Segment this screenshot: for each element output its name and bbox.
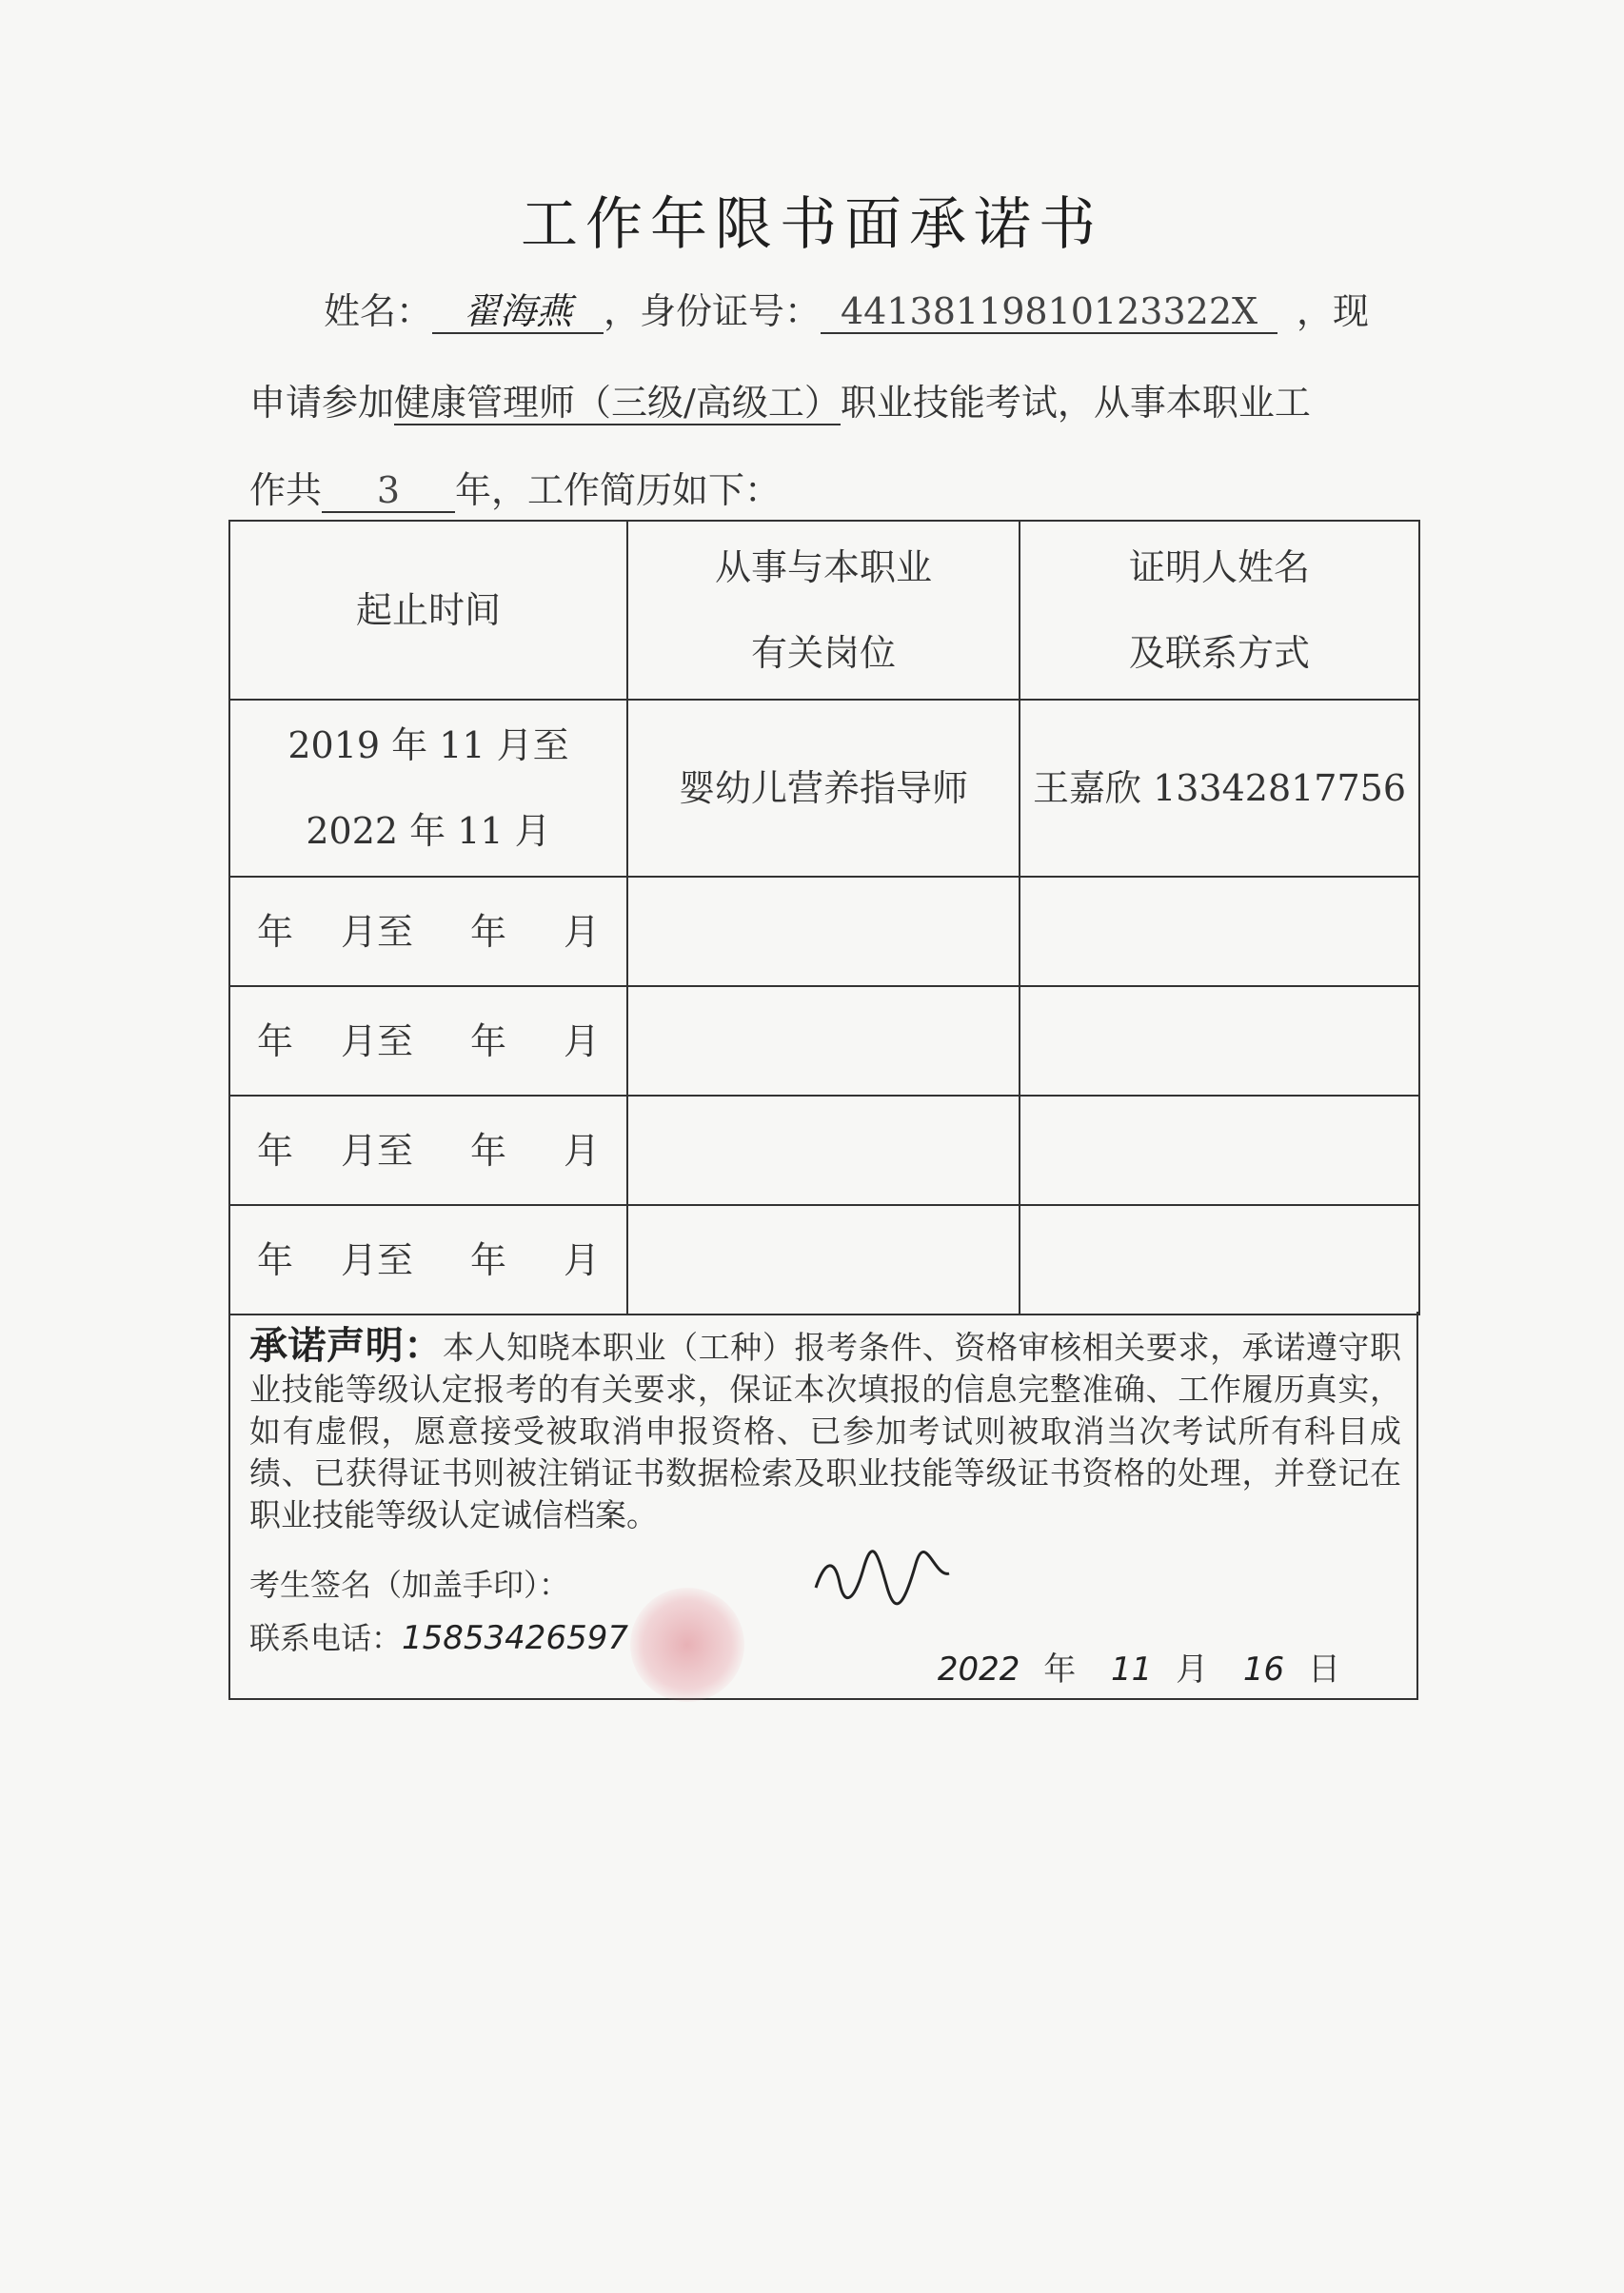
years-suffix: 年，工作简历如下： xyxy=(455,469,782,511)
phone-value: 15853426597 xyxy=(402,1619,628,1657)
row1-period: 2019 年 11 月至 2022 年 11 月 xyxy=(229,700,627,877)
sign-label: 考生签名（加盖手印）： xyxy=(249,1567,570,1603)
id-value: 44138119810123322X xyxy=(821,290,1277,334)
work-history-table xyxy=(228,520,1420,1315)
date-day-unit: 日 xyxy=(1308,1651,1340,1689)
years-value: 3 xyxy=(322,469,455,513)
empty-period: 年 月至 年 月 xyxy=(229,986,627,1096)
date-month: 11 xyxy=(1111,1651,1153,1689)
declaration-text-block xyxy=(249,1325,1401,1536)
apply-suffix: 职业技能考试，从事本职业工 xyxy=(840,382,1311,424)
empty-position xyxy=(627,1205,1020,1315)
empty-position xyxy=(627,1096,1020,1205)
name-label: 姓名： xyxy=(324,290,433,332)
document-title: 工作年限书面承诺书 xyxy=(521,191,1103,258)
fingerprint-seal xyxy=(630,1588,744,1702)
header-position: 从事与本职业 有关岗位 xyxy=(627,521,1020,700)
id-label: ，身份证号： xyxy=(604,290,822,332)
intro-line-2 xyxy=(249,373,1311,425)
date-year: 2022 xyxy=(937,1651,1020,1689)
name-value: 翟海燕 xyxy=(432,290,604,334)
years-prefix: 作共 xyxy=(249,469,323,511)
date-year-unit: 年 xyxy=(1043,1651,1077,1689)
empty-period: 年 月至 年 月 xyxy=(229,877,627,986)
row1-position: 婴幼儿营养指导师 xyxy=(627,700,1020,877)
table-row xyxy=(229,877,1419,986)
table-row xyxy=(229,1096,1419,1205)
empty-witness xyxy=(1020,877,1419,986)
row1-witness: 王嘉欣 13342817756 xyxy=(1020,700,1419,877)
date-month-unit: 月 xyxy=(1176,1651,1209,1689)
table-row xyxy=(229,986,1419,1096)
empty-witness xyxy=(1020,1096,1419,1205)
intro-line-3 xyxy=(249,461,781,513)
declaration-lead: 承诺声明： xyxy=(249,1323,443,1368)
empty-position xyxy=(627,986,1020,1096)
table-header-row xyxy=(229,521,1419,700)
phone-label: 联系电话： xyxy=(249,1620,403,1656)
phone-line xyxy=(249,1614,628,1658)
id-suffix: ，现 xyxy=(1297,290,1370,332)
table-row xyxy=(229,700,1419,877)
date-line xyxy=(938,1643,1340,1690)
empty-period: 年 月至 年 月 xyxy=(229,1096,627,1205)
intro-line-1 xyxy=(324,282,1369,334)
signature-scribble xyxy=(811,1550,954,1607)
empty-witness xyxy=(1020,1205,1419,1315)
occupation-value: 健康管理师（三级/高级工） xyxy=(394,382,841,424)
header-witness: 证明人姓名 及联系方式 xyxy=(1020,521,1419,700)
date-day: 16 xyxy=(1242,1651,1285,1689)
signature-line xyxy=(249,1561,569,1605)
empty-witness xyxy=(1020,986,1419,1096)
table-row xyxy=(229,1205,1419,1315)
apply-prefix: 申请参加 xyxy=(249,382,395,424)
empty-period: 年 月至 年 月 xyxy=(229,1205,627,1315)
declaration-box xyxy=(228,1312,1418,1700)
empty-position xyxy=(627,877,1020,986)
declaration-text: 本人知晓本职业（工种）报考条件、资格审核相关要求，承诺遵守职业技能等级认定报考的有关要求，保证本次填报的信息完整准确、工作履历真实，如有虚假，愿意接受被取消申报资格、已参加考试则被取消当次考试所有科目成绩、已获得证书则被注销证书数据检索及职业技能等级证书资格的处理，并登记在职业技能等级认定诚信档案。 xyxy=(249,1329,1402,1533)
header-period: 起止时间 xyxy=(229,521,627,700)
